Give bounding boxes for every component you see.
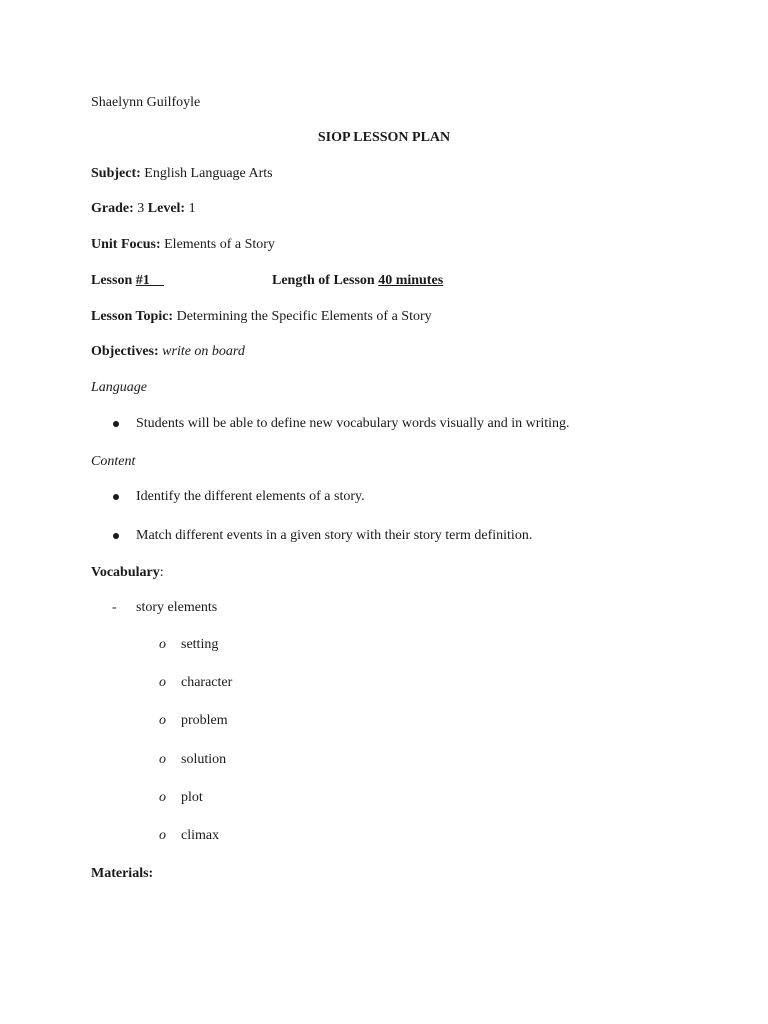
grade-line <box>91 200 196 218</box>
vocabulary-term: climax <box>181 828 220 843</box>
unit-focus-line <box>91 236 275 254</box>
lesson-topic-line <box>91 308 432 326</box>
lesson-label: Lesson <box>91 273 136 288</box>
content-item: Identify the different elements of a story. <box>136 489 365 504</box>
subject-line <box>91 165 273 183</box>
lesson-topic-label: Lesson Topic: <box>91 309 174 324</box>
lesson-length-label: Length of Lesson <box>272 273 379 288</box>
vocabulary-term: problem <box>181 713 228 728</box>
content-heading: Content <box>91 454 136 469</box>
vocabulary-term: setting <box>181 637 219 652</box>
vocabulary-group: story elements <box>136 600 218 615</box>
vocabulary-label: Vocabulary <box>91 565 160 580</box>
document-title: SIOP LESSON PLAN <box>317 130 451 145</box>
vocabulary-term: solution <box>181 752 227 767</box>
vocabulary-term: plot <box>181 790 203 805</box>
vocabulary-colon: : <box>159 565 164 580</box>
language-item: Students will be able to define new vocabulary words visually and in writing. <box>136 416 570 431</box>
level-label: Level: <box>147 201 186 216</box>
materials-label: Materials: <box>91 866 154 881</box>
vocabulary-term: character <box>181 675 233 690</box>
circle-bullet-icon: o <box>159 637 166 652</box>
subject-value: English Language Arts <box>144 166 273 181</box>
bullet-dot-icon <box>113 533 119 539</box>
unit-focus-value: Elements of a Story <box>164 237 275 252</box>
circle-bullet-icon: o <box>159 790 166 805</box>
grade-value: 3 <box>137 201 145 216</box>
subject-label: Subject: <box>91 166 141 181</box>
circle-bullet-icon: o <box>159 713 166 728</box>
circle-bullet-icon: o <box>159 675 166 690</box>
dash-marker: - <box>112 600 117 615</box>
objectives-line <box>91 343 245 361</box>
objectives-label: Objectives: <box>91 344 159 359</box>
lesson-length-line <box>272 272 443 290</box>
content-item: Match different events in a given story with their story term definition. <box>136 528 533 543</box>
unit-focus-label: Unit Focus: <box>91 237 161 252</box>
bullet-dot-icon <box>113 421 119 427</box>
lesson-number: #1__ <box>135 273 164 288</box>
language-heading: Language <box>91 380 147 395</box>
author-name: Shaelynn Guilfoyle <box>91 95 201 110</box>
level-value: 1 <box>188 201 196 216</box>
grade-label: Grade: <box>91 201 134 216</box>
bullet-dot-icon <box>113 494 119 500</box>
lesson-number-line <box>91 272 164 290</box>
lesson-topic-value: Determining the Specific Elements of a Story <box>176 309 432 324</box>
circle-bullet-icon: o <box>159 752 166 767</box>
lesson-length-value: 40 minutes <box>378 273 444 288</box>
vocabulary-line <box>91 564 164 582</box>
circle-bullet-icon: o <box>159 828 166 843</box>
objectives-value: write on board <box>162 344 245 359</box>
